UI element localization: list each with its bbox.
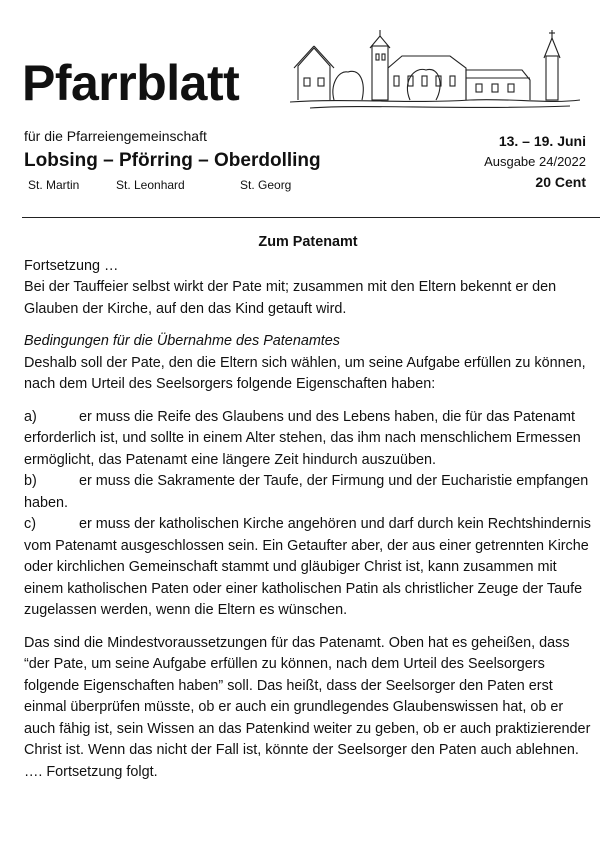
item-text: er muss der katholischen Kirche angehören und darf durch kein Rechtshindernis vom Patenamt ausgeschlossen sein. Ein Getaufter aber, der aus einer getrennten Kirche oder kirchlichen Gemeinschaft stammt und gläubiger Christ ist, kann zusammen mit einem katholischen Paten oder einer katholischen Patin als christlicher Zeuge der Taufe zugelassen werden, wenn die Eltern es wünschen. — [24, 516, 591, 618]
item-label: b) — [24, 473, 37, 489]
date-range: 13. – 19. Juni — [498, 133, 586, 149]
saint-3: St. Georg — [240, 178, 292, 192]
conclusion-paragraph: Das sind die Mindestvoraussetzungen für das Patenamt. Oben hat es geheißen, dass “der Pate, um seine Aufgabe erfüllen zu können, nach dem Urteil des Seelsorgers folgende Eigenschaften haben” soll. Das heißt, dass der Seelsorger den Paten erst einmal überprüfen müsste, ob er auch ein grundlegendes Glaubenswissen hat, ob er auch fähig ist, sein Wissen an das Patenkind weiter zu geben, ob er auch praktizierender Christ ist. Wenn das nicht der Fall ist, könnte der Seelsorger den Paten auch ablehnen. — [24, 634, 591, 758]
item-text: er muss die Reife des Glaubens und des Lebens haben, die für das Patenamt erforderlich ist, und sollte in einem Alter stehen, das ihm nach menschlichem Ermessen ermöglicht, das Patenamt eine längere Zeit hindurch auszuüben. — [24, 408, 581, 468]
article — [24, 232, 592, 783]
condition-item — [24, 471, 592, 514]
price: 20 Cent — [535, 174, 586, 190]
condition-item — [24, 407, 592, 472]
masthead — [0, 0, 603, 220]
condition-item — [24, 514, 592, 622]
continuation-footer: …. Fortsetzung folgt. — [24, 763, 158, 780]
intro-paragraph: Bei der Tauffeier selbst wirkt der Pate mit; zusammen mit den Eltern bekennt er den Glauben der Kirche, auf den das Kind getauft wird. — [24, 279, 557, 317]
saint-1: St. Martin — [28, 178, 80, 192]
item-label: c) — [24, 516, 36, 532]
issue-number: Ausgabe 24/2022 — [484, 154, 586, 169]
subtitle: für die Pfarreiengemeinschaft — [24, 128, 207, 144]
parish-names: Lobsing – Pförring – Oberdolling — [24, 150, 321, 171]
item-label: a) — [24, 408, 37, 425]
item-text: er muss die Sakramente der Taufe, der Firmung und der Eucharistie empfangen haben. — [24, 473, 589, 511]
newsletter-title: Pfarrblatt — [22, 55, 240, 111]
continuation-note: Fortsetzung … — [24, 257, 119, 274]
conditions-intro: Deshalb soll der Pate, den die Eltern sich wählen, um seine Aufgabe erfüllen zu können, nach dem Urteil des Seelsorgers folgende Eigenschaften haben: — [24, 354, 586, 392]
article-heading: Zum Patenamt — [258, 234, 358, 250]
header-divider — [22, 217, 600, 218]
conditions-subheading: Bedingungen für die Übernahme des Patenamtes — [24, 333, 341, 349]
saint-2: St. Leonhard — [116, 178, 185, 192]
church-sketch-icon — [290, 30, 580, 110]
